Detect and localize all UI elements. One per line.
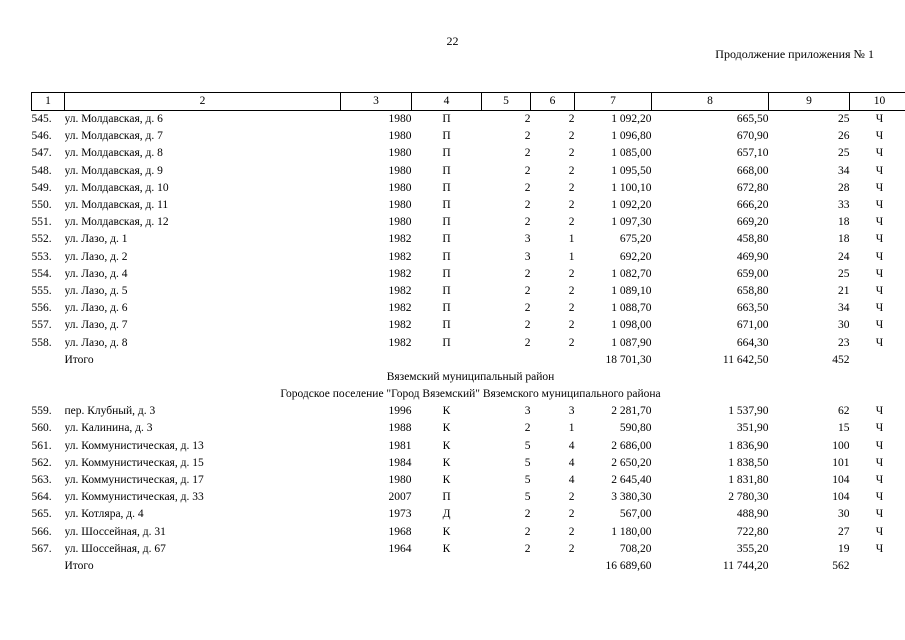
column-header: 4 bbox=[412, 93, 482, 111]
address-cell: ул. Калинина, д. 3 bbox=[64, 422, 153, 435]
entrances-cell: 2 bbox=[568, 302, 575, 315]
floors-cell: 2 bbox=[524, 336, 531, 349]
entrances-cell: 2 bbox=[568, 284, 575, 297]
address-cell: пер. Клубный, д. 3 bbox=[64, 405, 156, 418]
housing-table bbox=[31, 92, 905, 575]
residents-cell: 104 bbox=[832, 474, 850, 487]
total-residents: 562 bbox=[832, 559, 850, 572]
address-cell: ул. Молдавская, д. 9 bbox=[64, 164, 163, 177]
table-row bbox=[32, 524, 905, 541]
living-area-cell: 469,90 bbox=[736, 250, 769, 263]
build-year-cell: 1980 bbox=[388, 147, 412, 160]
residents-cell: 21 bbox=[838, 284, 850, 297]
living-area-cell: 1 537,90 bbox=[728, 405, 769, 418]
residents-cell: 25 bbox=[838, 147, 850, 160]
address-cell: ул. Молдавская, д. 8 bbox=[64, 147, 163, 160]
wall-material-cell: П bbox=[442, 233, 451, 246]
entrances-cell: 2 bbox=[568, 491, 575, 504]
settlement-heading: Городское поселение "Город Вяземский" Вяземского муниципального района bbox=[280, 388, 661, 401]
total-area-cell: 590,80 bbox=[619, 422, 652, 435]
total-area-cell: 1 180,00 bbox=[611, 525, 652, 538]
floors-cell: 2 bbox=[524, 508, 531, 521]
category-cell: Ч bbox=[875, 250, 884, 263]
floors-cell: 2 bbox=[524, 113, 531, 126]
floors-cell: 2 bbox=[524, 164, 531, 177]
table-row bbox=[32, 541, 905, 558]
total-area-cell: 1 096,80 bbox=[611, 130, 652, 143]
entrances-cell: 2 bbox=[568, 525, 575, 538]
wall-material-cell: П bbox=[442, 284, 451, 297]
table-row bbox=[32, 128, 905, 145]
block1-body bbox=[32, 111, 905, 352]
category-cell: Ч bbox=[875, 113, 884, 126]
residents-cell: 28 bbox=[838, 181, 850, 194]
section-heading-row bbox=[32, 386, 905, 403]
row-number-cell: 566. bbox=[31, 525, 52, 538]
build-year-cell: 1996 bbox=[388, 405, 412, 418]
address-cell: ул. Коммунистическая, д. 33 bbox=[64, 491, 204, 504]
total-area-cell: 1 092,20 bbox=[611, 199, 652, 212]
total-row bbox=[32, 558, 905, 575]
total-area-cell: 692,20 bbox=[619, 250, 652, 263]
entrances-cell: 4 bbox=[568, 474, 575, 487]
category-cell: Ч bbox=[875, 422, 884, 435]
address-cell: ул. Молдавская, д. 10 bbox=[64, 181, 169, 194]
table-row bbox=[32, 334, 905, 351]
residents-cell: 34 bbox=[838, 302, 850, 315]
address-cell: ул. Котляра, д. 4 bbox=[64, 508, 144, 521]
column-header: 6 bbox=[531, 93, 575, 111]
floors-cell: 2 bbox=[524, 147, 531, 160]
wall-material-cell: К bbox=[442, 405, 451, 418]
entrances-cell: 2 bbox=[568, 267, 575, 280]
entrances-cell: 2 bbox=[568, 319, 575, 332]
address-cell: ул. Лазо, д. 8 bbox=[64, 336, 128, 349]
floors-cell: 2 bbox=[524, 302, 531, 315]
address-cell: ул. Лазо, д. 5 bbox=[64, 284, 128, 297]
total-area-cell: 1 092,20 bbox=[611, 113, 652, 126]
living-area-cell: 664,30 bbox=[736, 336, 769, 349]
table-row bbox=[32, 283, 905, 300]
total-area-cell: 3 380,30 bbox=[611, 491, 652, 504]
entrances-cell: 2 bbox=[568, 542, 575, 555]
total-living-area: 11 744,20 bbox=[722, 559, 769, 572]
row-number-cell: 549. bbox=[31, 181, 52, 194]
living-area-cell: 1 836,90 bbox=[728, 439, 769, 452]
category-cell: Ч bbox=[875, 216, 884, 229]
living-area-cell: 666,20 bbox=[736, 199, 769, 212]
living-area-cell: 672,80 bbox=[736, 181, 769, 194]
living-area-cell: 663,50 bbox=[736, 302, 769, 315]
build-year-cell: 1980 bbox=[388, 216, 412, 229]
address-cell: ул. Шоссейная, д. 31 bbox=[64, 525, 166, 538]
total-area-cell: 1 098,00 bbox=[611, 319, 652, 332]
build-year-cell: 1982 bbox=[388, 233, 412, 246]
address-cell: ул. Коммунистическая, д. 17 bbox=[64, 474, 204, 487]
floors-cell: 5 bbox=[524, 491, 531, 504]
category-cell: Ч bbox=[875, 181, 884, 194]
build-year-cell: 2007 bbox=[388, 491, 412, 504]
floors-cell: 2 bbox=[524, 199, 531, 212]
category-cell: Ч bbox=[875, 525, 884, 538]
build-year-cell: 1980 bbox=[388, 164, 412, 177]
table-row bbox=[32, 163, 905, 180]
wall-material-cell: П bbox=[442, 302, 451, 315]
row-number-cell: 553. bbox=[31, 250, 52, 263]
row-number-cell: 552. bbox=[31, 233, 52, 246]
entrances-cell: 2 bbox=[568, 130, 575, 143]
residents-cell: 26 bbox=[838, 130, 850, 143]
table-row bbox=[32, 266, 905, 283]
entrances-cell: 2 bbox=[568, 508, 575, 521]
residents-cell: 25 bbox=[838, 267, 850, 280]
row-number-cell: 567. bbox=[31, 542, 52, 555]
total-residents: 452 bbox=[832, 353, 850, 366]
total-area-cell: 1 100,10 bbox=[611, 181, 652, 194]
total-area-cell: 675,20 bbox=[619, 233, 652, 246]
build-year-cell: 1980 bbox=[388, 113, 412, 126]
entrances-cell: 3 bbox=[568, 405, 575, 418]
category-cell: Ч bbox=[875, 164, 884, 177]
address-cell: ул. Шоссейная, д. 67 bbox=[64, 542, 166, 555]
wall-material-cell: К bbox=[442, 439, 451, 452]
category-cell: Ч bbox=[875, 474, 884, 487]
total-area-cell: 1 082,70 bbox=[611, 267, 652, 280]
row-number-cell: 551. bbox=[31, 216, 52, 229]
build-year-cell: 1982 bbox=[388, 267, 412, 280]
category-cell: Ч bbox=[875, 439, 884, 452]
category-cell: Ч bbox=[875, 405, 884, 418]
build-year-cell: 1981 bbox=[388, 439, 412, 452]
table-row bbox=[32, 506, 905, 523]
row-number-cell: 550. bbox=[31, 199, 52, 212]
row-number-cell: 547. bbox=[31, 147, 52, 160]
living-area-cell: 657,10 bbox=[736, 147, 769, 160]
living-area-cell: 488,90 bbox=[736, 508, 769, 521]
floors-cell: 2 bbox=[524, 319, 531, 332]
table-row bbox=[32, 231, 905, 248]
residents-cell: 18 bbox=[838, 233, 850, 246]
row-number-cell: 562. bbox=[31, 456, 52, 469]
table-row bbox=[32, 197, 905, 214]
floors-cell: 5 bbox=[524, 439, 531, 452]
residents-cell: 24 bbox=[838, 250, 850, 263]
total-area-cell: 567,00 bbox=[619, 508, 652, 521]
table-row bbox=[32, 180, 905, 197]
table-row bbox=[32, 438, 905, 455]
row-number-cell: 555. bbox=[31, 284, 52, 297]
column-header: 7 bbox=[575, 93, 652, 111]
table-row bbox=[32, 455, 905, 472]
row-number-cell: 557. bbox=[31, 319, 52, 332]
wall-material-cell: П bbox=[442, 147, 451, 160]
entrances-cell: 2 bbox=[568, 336, 575, 349]
residents-cell: 62 bbox=[838, 405, 850, 418]
build-year-cell: 1982 bbox=[388, 336, 412, 349]
row-number-cell: 556. bbox=[31, 302, 52, 315]
wall-material-cell: Д bbox=[442, 508, 451, 521]
address-cell: ул. Лазо, д. 1 bbox=[64, 233, 128, 246]
category-cell: Ч bbox=[875, 130, 884, 143]
total-area-cell: 1 088,70 bbox=[611, 302, 652, 315]
living-area-cell: 668,00 bbox=[736, 164, 769, 177]
wall-material-cell: П bbox=[442, 491, 451, 504]
table-row bbox=[32, 145, 905, 162]
block2-body bbox=[32, 403, 905, 558]
column-header: 8 bbox=[652, 93, 769, 111]
entrances-cell: 2 bbox=[568, 199, 575, 212]
residents-cell: 30 bbox=[838, 319, 850, 332]
total-area-cell: 1 087,90 bbox=[611, 336, 652, 349]
residents-cell: 104 bbox=[832, 491, 850, 504]
address-cell: ул. Молдавская, д. 6 bbox=[64, 113, 163, 126]
column-header: 2 bbox=[65, 93, 341, 111]
living-area-cell: 1 831,80 bbox=[728, 474, 769, 487]
total-area-cell: 2 281,70 bbox=[611, 405, 652, 418]
page-number: 22 bbox=[446, 34, 459, 48]
build-year-cell: 1982 bbox=[388, 284, 412, 297]
floors-cell: 2 bbox=[524, 130, 531, 143]
build-year-cell: 1964 bbox=[388, 542, 412, 555]
table-row bbox=[32, 214, 905, 231]
build-year-cell: 1980 bbox=[388, 130, 412, 143]
living-area-cell: 671,00 bbox=[736, 319, 769, 332]
column-header: 5 bbox=[482, 93, 531, 111]
section-heading-row bbox=[32, 369, 905, 386]
total-area-cell: 1 089,10 bbox=[611, 284, 652, 297]
address-cell: ул. Коммунистическая, д. 13 bbox=[64, 439, 204, 452]
build-year-cell: 1973 bbox=[388, 508, 412, 521]
row-number-cell: 554. bbox=[31, 267, 52, 280]
build-year-cell: 1988 bbox=[388, 422, 412, 435]
entrances-cell: 1 bbox=[568, 422, 575, 435]
block2-total bbox=[32, 558, 905, 575]
wall-material-cell: К bbox=[442, 474, 451, 487]
residents-cell: 100 bbox=[832, 439, 850, 452]
total-area-cell: 1 085,00 bbox=[611, 147, 652, 160]
column-header: 1 bbox=[32, 93, 65, 111]
wall-material-cell: П bbox=[442, 250, 451, 263]
floors-cell: 3 bbox=[524, 233, 531, 246]
floors-cell: 2 bbox=[524, 422, 531, 435]
floors-cell: 2 bbox=[524, 216, 531, 229]
living-area-cell: 658,80 bbox=[736, 284, 769, 297]
column-header: 9 bbox=[769, 93, 850, 111]
build-year-cell: 1982 bbox=[388, 302, 412, 315]
column-header: 3 bbox=[341, 93, 412, 111]
wall-material-cell: П bbox=[442, 336, 451, 349]
address-cell: ул. Молдавская, д. 11 bbox=[64, 199, 169, 212]
row-number-cell: 548. bbox=[31, 164, 52, 177]
total-area-cell: 708,20 bbox=[619, 542, 652, 555]
category-cell: Ч bbox=[875, 542, 884, 555]
total-row bbox=[32, 352, 905, 369]
total-area-cell: 2 686,00 bbox=[611, 439, 652, 452]
living-area-cell: 670,90 bbox=[736, 130, 769, 143]
build-year-cell: 1980 bbox=[388, 474, 412, 487]
wall-material-cell: П bbox=[442, 181, 451, 194]
category-cell: Ч bbox=[875, 147, 884, 160]
total-area-cell: 2 645,40 bbox=[611, 474, 652, 487]
floors-cell: 3 bbox=[524, 405, 531, 418]
row-number-cell: 558. bbox=[31, 336, 52, 349]
build-year-cell: 1980 bbox=[388, 199, 412, 212]
address-cell: ул. Молдавская, д. 12 bbox=[64, 216, 169, 229]
category-cell: Ч bbox=[875, 456, 884, 469]
category-cell: Ч bbox=[875, 233, 884, 246]
wall-material-cell: К bbox=[442, 422, 451, 435]
category-cell: Ч bbox=[875, 508, 884, 521]
category-cell: Ч bbox=[875, 491, 884, 504]
row-number-cell: 560. bbox=[31, 422, 52, 435]
address-cell: ул. Коммунистическая, д. 15 bbox=[64, 456, 204, 469]
table-row bbox=[32, 489, 905, 506]
residents-cell: 27 bbox=[838, 525, 850, 538]
entrances-cell: 2 bbox=[568, 216, 575, 229]
residents-cell: 18 bbox=[838, 216, 850, 229]
total-label: Итого bbox=[64, 559, 94, 572]
floors-cell: 2 bbox=[524, 181, 531, 194]
floors-cell: 2 bbox=[524, 542, 531, 555]
table-row bbox=[32, 300, 905, 317]
address-cell: ул. Лазо, д. 2 bbox=[64, 250, 128, 263]
residents-cell: 101 bbox=[832, 456, 850, 469]
row-number-cell: 545. bbox=[31, 113, 52, 126]
wall-material-cell: К bbox=[442, 542, 451, 555]
residents-cell: 30 bbox=[838, 508, 850, 521]
total-area-cell: 1 097,30 bbox=[611, 216, 652, 229]
table-row bbox=[32, 111, 905, 129]
category-cell: Ч bbox=[875, 319, 884, 332]
table-row bbox=[32, 317, 905, 334]
category-cell: Ч bbox=[875, 302, 884, 315]
total-area: 18 701,30 bbox=[605, 353, 652, 366]
table-row bbox=[32, 472, 905, 489]
entrances-cell: 2 bbox=[568, 164, 575, 177]
total-label: Итого bbox=[64, 353, 94, 366]
row-number-cell: 563. bbox=[31, 474, 52, 487]
total-area: 16 689,60 bbox=[605, 559, 652, 572]
build-year-cell: 1980 bbox=[388, 181, 412, 194]
wall-material-cell: К bbox=[442, 525, 451, 538]
living-area-cell: 2 780,30 bbox=[728, 491, 769, 504]
floors-cell: 2 bbox=[524, 284, 531, 297]
residents-cell: 15 bbox=[838, 422, 850, 435]
block1-total bbox=[32, 352, 905, 404]
floors-cell: 3 bbox=[524, 250, 531, 263]
wall-material-cell: П bbox=[442, 199, 451, 212]
address-cell: ул. Лазо, д. 6 bbox=[64, 302, 128, 315]
wall-material-cell: П bbox=[442, 216, 451, 229]
entrances-cell: 4 bbox=[568, 456, 575, 469]
build-year-cell: 1984 bbox=[388, 456, 412, 469]
floors-cell: 2 bbox=[524, 525, 531, 538]
row-number-cell: 559. bbox=[31, 405, 52, 418]
residents-cell: 23 bbox=[838, 336, 850, 349]
entrances-cell: 1 bbox=[568, 250, 575, 263]
row-number-cell: 564. bbox=[31, 491, 52, 504]
total-living-area: 11 642,50 bbox=[722, 353, 769, 366]
living-area-cell: 1 838,50 bbox=[728, 456, 769, 469]
entrances-cell: 1 bbox=[568, 233, 575, 246]
entrances-cell: 4 bbox=[568, 439, 575, 452]
wall-material-cell: К bbox=[442, 456, 451, 469]
entrances-cell: 2 bbox=[568, 113, 575, 126]
entrances-cell: 2 bbox=[568, 147, 575, 160]
row-number-cell: 561. bbox=[31, 439, 52, 452]
living-area-cell: 351,90 bbox=[736, 422, 769, 435]
wall-material-cell: П bbox=[442, 319, 451, 332]
address-cell: ул. Молдавская, д. 7 bbox=[64, 130, 163, 143]
floors-cell: 5 bbox=[524, 474, 531, 487]
build-year-cell: 1982 bbox=[388, 250, 412, 263]
living-area-cell: 458,80 bbox=[736, 233, 769, 246]
living-area-cell: 665,50 bbox=[736, 113, 769, 126]
living-area-cell: 669,20 bbox=[736, 216, 769, 229]
district-heading: Вяземский муниципальный район bbox=[386, 370, 555, 383]
category-cell: Ч bbox=[875, 267, 884, 280]
floors-cell: 5 bbox=[524, 456, 531, 469]
living-area-cell: 355,20 bbox=[736, 542, 769, 555]
floors-cell: 2 bbox=[524, 267, 531, 280]
entrances-cell: 2 bbox=[568, 181, 575, 194]
category-cell: Ч bbox=[875, 199, 884, 212]
table-row bbox=[32, 249, 905, 266]
address-cell: ул. Лазо, д. 7 bbox=[64, 319, 128, 332]
wall-material-cell: П bbox=[442, 130, 451, 143]
continuation-caption: Продолжение приложения № 1 bbox=[715, 47, 874, 61]
total-area-cell: 1 095,50 bbox=[611, 164, 652, 177]
category-cell: Ч bbox=[875, 336, 884, 349]
living-area-cell: 659,00 bbox=[736, 267, 769, 280]
row-number-cell: 546. bbox=[31, 130, 52, 143]
residents-cell: 33 bbox=[838, 199, 850, 212]
table-row bbox=[32, 420, 905, 437]
living-area-cell: 722,80 bbox=[736, 525, 769, 538]
build-year-cell: 1982 bbox=[388, 319, 412, 332]
wall-material-cell: П bbox=[442, 164, 451, 177]
column-header: 10 bbox=[850, 93, 905, 111]
category-cell: Ч bbox=[875, 284, 884, 297]
residents-cell: 19 bbox=[838, 542, 850, 555]
total-area-cell: 2 650,20 bbox=[611, 456, 652, 469]
residents-cell: 25 bbox=[838, 113, 850, 126]
wall-material-cell: П bbox=[442, 267, 451, 280]
wall-material-cell: П bbox=[442, 113, 451, 126]
table-row bbox=[32, 403, 905, 420]
address-cell: ул. Лазо, д. 4 bbox=[64, 267, 128, 280]
build-year-cell: 1968 bbox=[388, 525, 412, 538]
header-row bbox=[32, 93, 905, 111]
row-number-cell: 565. bbox=[31, 508, 52, 521]
residents-cell: 34 bbox=[838, 164, 850, 177]
